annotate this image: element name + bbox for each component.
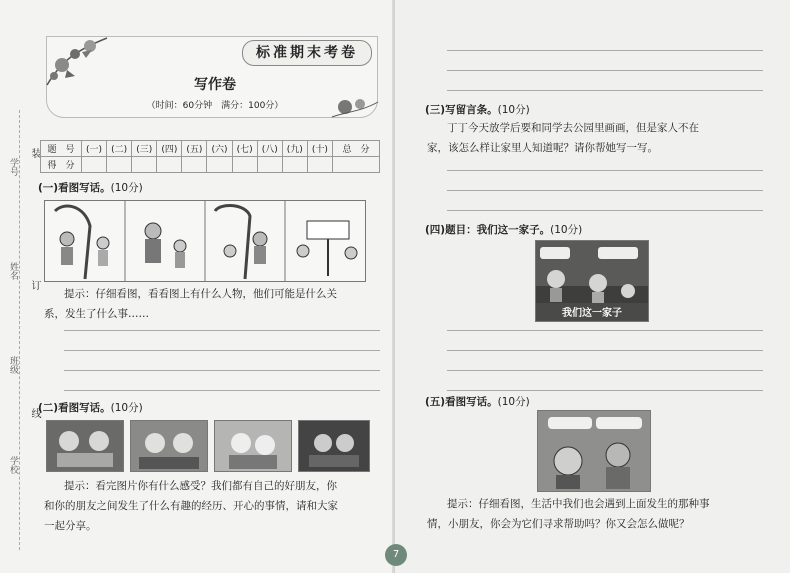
q2-points: (10分) (110, 402, 143, 414)
writing-line[interactable] (447, 390, 763, 391)
table-cell: (二) (107, 141, 132, 157)
writing-line[interactable] (64, 370, 380, 371)
table-cell: (三) (132, 141, 157, 157)
exam-info: （时间：60分钟 满分：100分） (146, 101, 284, 111)
q2-picture-2 (130, 420, 208, 472)
q5-hint-line1: 提示：仔细看图，生活中我们也会遇到上面发生的那种事 (447, 498, 710, 510)
binding-label-student-id: 学号 (8, 158, 18, 176)
table-cell: 得 分 (41, 157, 82, 173)
page-title: 写作卷 (194, 77, 236, 93)
writing-line[interactable] (447, 70, 763, 71)
table-cell: (十) (307, 141, 332, 157)
binding-label-school: 学校 (8, 456, 18, 474)
score-cell[interactable] (307, 157, 332, 173)
q5-picture (537, 410, 651, 492)
table-cell: (八) (257, 141, 282, 157)
q5-heading-text: (五)看图写话。 (425, 396, 498, 408)
writing-line[interactable] (447, 370, 763, 371)
score-cell[interactable] (132, 157, 157, 173)
q2-picture-3 (214, 420, 292, 472)
q3-points: (10分) (497, 104, 530, 116)
score-cell[interactable] (182, 157, 207, 173)
q2-hint-line3: 一起分享。 (44, 520, 97, 532)
writing-line[interactable] (447, 170, 763, 171)
writing-line[interactable] (64, 350, 380, 351)
score-cell[interactable] (257, 157, 282, 173)
writing-line[interactable] (447, 190, 763, 191)
q3-text-line2: 家，该怎么样让家里人知道呢？请你帮她写一写。 (427, 142, 658, 154)
q3-text-line1: 丁丁今天放学后要和同学去公园里画画，但是家人不在 (447, 122, 699, 134)
binding-mark-xian: 线 (29, 408, 40, 418)
q4-points: (10分) (550, 224, 583, 236)
writing-line[interactable] (64, 330, 380, 331)
binding-margin (0, 0, 40, 573)
writing-line[interactable] (447, 210, 763, 211)
q3-heading (425, 102, 530, 117)
q1-heading (38, 180, 143, 195)
q2-heading-text: (二)看图写话。 (38, 402, 111, 414)
binding-label-class: 班级 (8, 356, 18, 374)
writing-line[interactable] (447, 330, 763, 331)
table-cell: 总 分 (333, 141, 380, 157)
score-table-score-row (41, 157, 380, 173)
q5-hint-line2: 情，小朋友，你会为它们寻求帮助吗？你又会怎么做呢？ (427, 518, 690, 530)
writing-line[interactable] (64, 390, 380, 391)
writing-line[interactable] (447, 90, 763, 91)
q2-picture-1 (46, 420, 124, 472)
q4-heading-text: (四)题目：我们这一家子。 (425, 224, 551, 236)
score-table-header-row (41, 141, 380, 157)
q1-hint-line1: 提示：仔细看图，看看图上有什么人物，他们可能是什么关 (64, 288, 337, 300)
score-cell[interactable] (157, 157, 182, 173)
q4-family-picture (535, 240, 649, 322)
q2-hint-line1: 提示：看完图片你有什么感受？我们都有自己的好朋友，你 (64, 480, 337, 492)
score-cell[interactable] (107, 157, 132, 173)
q5-heading (425, 394, 530, 409)
score-cell[interactable] (282, 157, 307, 173)
table-cell: (一) (82, 141, 107, 157)
q4-heading (425, 222, 582, 237)
q1-heading-text: (一)看图写话。 (38, 182, 111, 194)
binding-mark-zhuang: 装 (29, 148, 40, 158)
q3-heading-text: (三)写留言条。 (425, 104, 498, 116)
table-cell: (九) (282, 141, 307, 157)
writing-line[interactable] (447, 350, 763, 351)
binding-label-name: 姓名 (8, 262, 18, 280)
binding-mark-ding: 订 (29, 280, 40, 290)
table-cell: (七) (232, 141, 257, 157)
q2-heading (38, 400, 143, 415)
score-cell[interactable] (333, 157, 380, 173)
q1-hint-line2: 系，发生了什么事…… (44, 308, 149, 320)
table-cell: (五) (182, 141, 207, 157)
score-cell[interactable] (232, 157, 257, 173)
q1-comic-strip (44, 200, 366, 282)
table-cell: (四) (157, 141, 182, 157)
q4-picture-caption: 我们这一家子 (562, 308, 622, 319)
score-cell[interactable] (82, 157, 107, 173)
right-page (395, 0, 790, 573)
binding-dash-line (19, 110, 20, 550)
exam-badge: 标准期末考卷 (242, 40, 372, 66)
q2-hint-line2: 和你的朋友之间发生了什么有趣的经历、开心的事情，请和大家 (44, 500, 338, 512)
score-table (40, 140, 380, 173)
page-number: 7 (385, 544, 407, 566)
q5-points: (10分) (497, 396, 530, 408)
floral-decoration-icon (42, 30, 112, 90)
table-cell: (六) (207, 141, 232, 157)
table-cell: 题 号 (41, 141, 82, 157)
q1-points: (10分) (110, 182, 143, 194)
floral-corner-icon (330, 92, 380, 122)
q2-picture-4 (298, 420, 370, 472)
writing-line[interactable] (447, 50, 763, 51)
score-cell[interactable] (207, 157, 232, 173)
